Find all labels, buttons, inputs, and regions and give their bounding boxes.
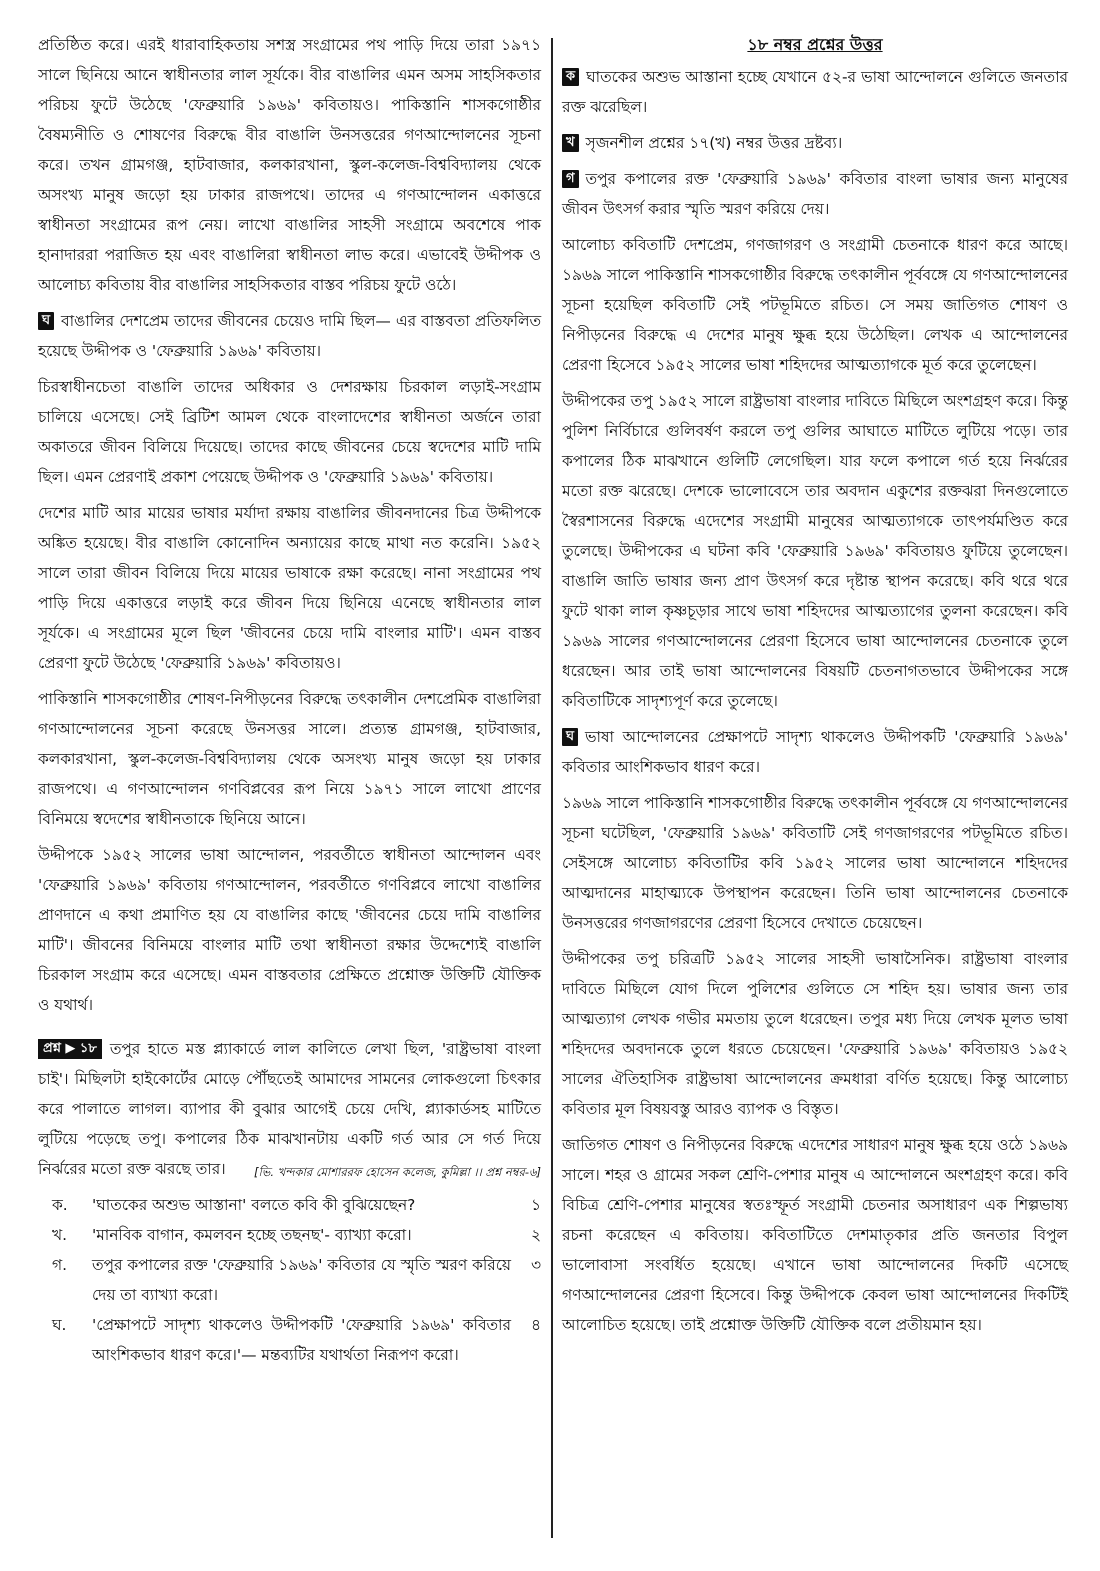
question-stem-text: তপুর হাতে মস্ত প্ল্যাকার্ডে লাল কালিতে লেখা ছিল, 'রাষ্ট্রভাষা বাংলা চাই'। মিছিলটা হাইকোর্টের মোড়ে পৌঁছতেই আমাদের সামনের লোকগুলো চিৎকার করে পালাতে লাগল। ব্যাপার কী বুঝার আগেই চেয়ে দেখি, প্ল্যাকার্ডসহ মাটিতে লুটিয়ে পড়েছে তপু। কপালের ঠিক মাঝখানটায় একটি গর্ত আর সে গর্ত দিয়ে নির্ঝরের মতো রক্ত ঝরছে তার। <box>38 1040 541 1178</box>
column-divider <box>551 38 553 1538</box>
answer-kha <box>562 128 1068 158</box>
sub-question-ka <box>38 1190 541 1220</box>
page <box>38 30 1068 1550</box>
answer-ga-text: তপুর কপালের রক্ত 'ফেব্রুয়ারি ১৯৬৯' কবিতার বাংলা ভাষার জন্য মানুষের জীবন উৎসর্গ করার স্মৃতি স্মরণ করিয়ে দেয়। <box>562 170 1068 218</box>
sub-question-label: গ. <box>52 1256 67 1274</box>
answer-paragraph: পাকিস্তানি শাসকগোষ্ঠীর শোষণ-নিপীড়নের বিরুদ্ধে তৎকালীন দেশপ্রেমিক বাঙালিরা গণআন্দোলনের সূচনা করেছে উনসত্তর সালে। প্রত্যন্ত গ্রামগঞ্জ, হাটবাজার, কলকারখানা, স্কুল-কলেজ-বিশ্ববিদ্যালয় থেকে অসংখ্য মানুষ জড়ো হয় ঢাকার রাজপথে। এ গণআন্দোলন গণবিপ্লবের রূপ নিয়ে ১৯৭১ সালে লাখো প্রাণের বিনিময়ে স্বদেশের স্বাধীনতাকে ছিনিয়ে আনে। <box>38 690 541 828</box>
answer-ka-text: ঘাতকের অশুভ আস্তানা হচ্ছে যেখানে ৫২-র ভাষা আন্দোলনে গুলিতে জনতার রক্ত ঝরেছিল। <box>562 68 1068 116</box>
ka-badge: ক <box>562 68 579 86</box>
answer-gha-text: ভাষা আন্দোলনের প্রেক্ষাপটে সাদৃশ্য থাকলেও উদ্দীপকটি 'ফেব্রুয়ারি ১৯৬৯' কবিতার আংশিকভাব ধারণ করে। <box>562 728 1068 776</box>
sub-question-marks: ৪ <box>531 1316 541 1334</box>
kha-badge: খ <box>562 134 579 152</box>
answer-kha-text: সৃজনশীল প্রশ্নের ১৭(খ) নম্বর উত্তর দ্রষ্টব্য। <box>585 134 843 152</box>
sub-question-text: তপুর কপালের রক্ত 'ফেব্রুয়ারি ১৯৬৯' কবিতার যে স্মৃতি স্মরণ করিয়ে দেয় তা ব্যাখ্যা করো। <box>92 1256 511 1304</box>
answer-gha <box>562 722 1068 782</box>
gha-intro-text: বাঙালির দেশপ্রেম তাদের জীবনের চেয়েও দামি ছিল— এর বাস্তবতা প্রতিফলিত হয়েছে উদ্দীপক ও 'ফেব্রুয়ারি ১৯৬৯' কবিতায়। <box>38 312 541 360</box>
answer-paragraph: উদ্দীপকের তপু চরিত্রটি ১৯৫২ সালের সাহসী ভাষাসৈনিক। রাষ্ট্রভাষা বাংলার দাবিতে মিছিলে যোগ দিলে পুলিশের গুলিতে সে শহিদ হয়। ভাষার জন্য তার আত্মত্যাগ লেখক গভীর মমতায় তুলে ধরেছেন। তপুর মধ্য দিয়ে লেখক মূলত ভাষা শহিদদের অবদানকে তুলে ধরতে চেয়েছেন। 'ফেব্রুয়ারি ১৯৬৯' কবিতায়ও ১৯৫২ সালের ঐতিহাসিক রাষ্ট্রভাষা আন্দোলনের ক্রমধারা বর্ণিত হয়েছে। কিন্তু আলোচ্য কবিতার মূল বিষয়বস্তু আরও ব্যাপক ও বিস্তৃত। <box>562 950 1068 1118</box>
sub-question-label: ঘ. <box>52 1316 67 1334</box>
answer-ka <box>562 62 1068 122</box>
gha-badge: ঘ <box>38 312 54 330</box>
answer-paragraph: উদ্দীপকের তপু ১৯৫২ সালে রাষ্ট্রভাষা বাংলার দাবিতে মিছিলে অংশগ্রহণ করে। কিন্তু পুলিশ নির্বিচারে গুলিবর্ষণ করলে তপু গুলির আঘাতে মাটিতে লুটিয়ে পড়ে। তার কপালের ঠিক মাঝখানে গুলিটি লেগেছিল। যার ফলে কপালে গর্ত হয়ে নির্ঝরের মতো রক্ত ঝরেছে। দেশকে ভালোবেসে তার অবদান একুশের রক্তঝরা দিনগুলোতে স্বৈরশাসনের বিরুদ্ধে এদেশের সংগ্রামী মানুষের আত্মত্যাগকে তাৎপর্যমণ্ডিত করে তুলেছে। উদ্দীপকের এ ঘটনা কবি 'ফেব্রুয়ারি ১৯৬৯' কবিতায়ও ফুটিয়ে তুলেছেন। বাঙালি জাতি ভাষার জন্য প্রাণ উৎসর্গ করে দৃষ্টান্ত স্থাপন করেছে। কবি থরে থরে ফুটে থাকা লাল কৃষ্ণচূড়ার সাথে ভাষা শহিদদের আত্মত্যাগের তুলনা করেছেন। কবি ১৯৬৯ সালের গণআন্দোলনের প্রেরণা হিসেবে ভাষা আন্দোলনের চেতনাকে তুলে ধরেছেন। আর তাই ভাষা আন্দোলনের বিষয়টি চেতনাগতভাবে উদ্দীপকের সঙ্গে কবিতাটিকে সাদৃশ্যপূর্ণ করে তুলেছে। <box>562 392 1068 710</box>
answer-paragraph: উদ্দীপকে ১৯৫২ সালের ভাষা আন্দোলন, পরবর্তীতে স্বাধীনতা আন্দোলন এবং 'ফেব্রুয়ারি ১৯৬৯' কবিতায় গণআন্দোলন, পরবর্তীতে গণবিপ্লবে লাখো বাঙালির প্রাণদানে এ কথা প্রমাণিত হয় যে বাঙালির কাছে 'জীবনের চেয়ে দামি বাঙালির মাটি'। জীবনের বিনিময়ে বাংলার মাটি তথা স্বাধীনতা রক্ষার উদ্দেশ্যেই বাঙালি চিরকাল সংগ্রাম করে এসেছে। এমন বাস্তবতার প্রেক্ষিতে প্রশ্নোক্ত উক্তিটি যৌক্তিক ও যথার্থ। <box>38 846 541 1014</box>
sub-question-marks: ২ <box>530 1226 541 1244</box>
question-source: [ভি. খন্দকার মোশাররফ হোসেন কলেজ, কুমিল্লা ।। প্রশ্ন নম্বর-৬] <box>254 1165 541 1179</box>
answer-ga <box>562 164 1068 224</box>
sub-question-label: ক. <box>52 1196 68 1214</box>
question-stem <box>38 1034 541 1184</box>
sub-question-marks: ৩ <box>530 1256 541 1274</box>
answer-heading: ১৮ নম্বর প্রশ্নের উত্তর <box>747 35 883 54</box>
answer-paragraph: জাতিগত শোষণ ও নিপীড়নের বিরুদ্ধে এদেশের সাধারণ মানুষ ক্ষুব্ধ হয়ে ওঠে ১৯৬৯ সালে। শহর ও গ্রামের সকল শ্রেণি-পেশার মানুষ এ আন্দোলনে অংশগ্রহণ করে। কবি বিচিত্র শ্রেণি-পেশার মানুষের স্বতঃস্ফূর্ত সংগ্রামী চেতনার অসাধারণ এক শিল্পভাষ্য রচনা করেছেন এ কবিতায়। কবিতাটিতে দেশমাতৃকার প্রতি জনতার বিপুল ভালোবাসা সংবর্ধিত হয়েছে। এখানে ভাষা আন্দোলনের দিকটি এসেছে গণআন্দোলনের প্রেরণা হিসেবে। কিন্তু উদ্দীপকে কেবল ভাষা আন্দোলনের দিকটিই আলোচিত হয়েছে। তাই প্রশ্নোক্ত উক্তিটি যৌক্তিক বলে প্রতীয়মান হয়। <box>562 1136 1068 1334</box>
answer-paragraph: চিরস্বাধীনচেতা বাঙালি তাদের অধিকার ও দেশরক্ষায় চিরকাল লড়াই-সংগ্রাম চালিয়ে এসেছে। সেই ব্রিটিশ আমল থেকে বাংলাদেশের স্বাধীনতা অর্জনে তারা অকাতরে জীবন বিলিয়ে দিয়েছে। তাদের কাছে জীবনের চেয়ে স্বদেশের মাটি দামি ছিল। এমন প্রেরণাই প্রকাশ পেয়েছে উদ্দীপক ও 'ফেব্রুয়ারি ১৯৬৯' কবিতায়। <box>38 378 541 486</box>
gha-badge: ঘ <box>562 728 578 746</box>
ga-badge: গ <box>562 170 579 188</box>
answer-gha-intro <box>38 306 541 366</box>
sub-question-label: খ. <box>52 1226 67 1244</box>
answer-paragraph: ১৯৬৯ সালে পাকিস্তানি শাসকগোষ্ঠীর বিরুদ্ধে তৎকালীন পূর্ববঙ্গে যে গণআন্দোলনের সূচনা ঘটেছিল, 'ফেব্রুয়ারি ১৯৬৯' কবিতাটি সেই গণজাগরণের পটভূমিতে রচিত। সেইসঙ্গে আলোচ্য কবিতাটির কবি ১৯৫২ সালের ভাষা আন্দোলনে শহিদদের আত্মদানের মাহাত্ম্যকে উপস্থাপন করেছেন। তিনি ভাষা আন্দোলনের চেতনাকে উনসত্তরের গণজাগরণের প্রেরণা হিসেবে দেখাতে চেয়েছেন। <box>562 794 1068 932</box>
sub-question-text: 'ঘাতকের অশুভ আস্তানা' বলতে কবি কী বুঝিয়েছেন? <box>92 1196 416 1214</box>
question-badge: প্রশ্ন ▶ ১৮ <box>38 1039 102 1059</box>
sub-question-text: 'প্রেক্ষাপটে সাদৃশ্য থাকলেও উদ্দীপকটি 'ফেব্রুয়ারি ১৯৬৯' কবিতার আংশিকভাব ধারণ করে।'— মন্তব্যটির যথার্থতা নিরূপণ করো। <box>92 1316 511 1364</box>
answer-paragraph: দেশের মাটি আর মায়ের ভাষার মর্যাদা রক্ষায় বাঙালির জীবনদানের চিত্র উদ্দীপকে অঙ্কিত হয়েছে। বীর বাঙালি কোনোদিন অন্যায়ের কাছে মাথা নত করেনি। ১৯৫২ সালে তারা জীবন বিলিয়ে দিয়ে মায়ের ভাষাকে রক্ষা করেছে। নানা সংগ্রামের পথ পাড়ি দিয়ে একাত্তরে লড়াই করে জীবন দিয়ে ছিনিয়ে এনেছে স্বাধীনতার লাল সূর্যকে। এ সংগ্রামের মূলে ছিল 'জীবনের চেয়ে দামি বাংলার মাটি'। এমন বাস্তব প্রেরণা ফুটে উঠেছে 'ফেব্রুয়ারি ১৯৬৯' কবিতায়ও। <box>38 504 541 672</box>
left-column <box>38 30 541 1370</box>
sub-question-gha <box>38 1310 541 1370</box>
right-column <box>562 30 1068 1346</box>
sub-question-marks: ১ <box>531 1196 541 1214</box>
answer-paragraph: প্রতিষ্ঠিত করে। এরই ধারাবাহিকতায় সশস্ত্র সংগ্রামের পথ পাড়ি দিয়ে তারা ১৯৭১ সালে ছিনিয়ে আনে স্বাধীনতার লাল সূর্যকে। বীর বাঙালির এমন অসম সাহসিকতার পরিচয় ফুটে উঠেছে 'ফেব্রুয়ারি ১৯৬৯' কবিতায়ও। পাকিস্তানি শাসকগোষ্ঠীর বৈষম্যনীতি ও শোষণের বিরুদ্ধে বীর বাঙালি উনসত্তরের গণআন্দোলনের সূচনা করে। তখন গ্রামগঞ্জ, হাটবাজার, কলকারখানা, স্কুল-কলেজ-বিশ্ববিদ্যালয় থেকে অসংখ্য মানুষ জড়ো হয় ঢাকার রাজপথে। তাদের এ গণআন্দোলন একাত্তরে স্বাধীনতা সংগ্রামের রূপ নেয়। লাখো বাঙালির সাহসী সংগ্রামে অবশেষে পাক হানাদাররা পরাজিত হয় এবং বাঙালিরা স্বাধীনতা লাভ করে। এভাবেই উদ্দীপক ও আলোচ্য কবিতায় বীর বাঙালির সাহসিকতার বাস্তব পরিচয় ফুটে ওঠে। <box>38 36 541 294</box>
sub-question-ga <box>38 1250 541 1310</box>
answer-paragraph: আলোচ্য কবিতাটি দেশপ্রেম, গণজাগরণ ও সংগ্রামী চেতনাকে ধারণ করে আছে। ১৯৬৯ সালে পাকিস্তানি শাসকগোষ্ঠীর বিরুদ্ধে তৎকালীন পূর্ববঙ্গে যে গণআন্দোলনের সূচনা হয়েছিল কবিতাটি সেই পটভূমিতে রচিত। সে সময় জাতিগত শোষণ ও নিপীড়নের বিরুদ্ধে এ দেশের মানুষ ক্ষুব্ধ হয়ে উঠেছিল। লেখক এ আন্দোলনের প্রেরণা হিসেবে ১৯৫২ সালের ভাষা শহিদদের আত্মত্যাগকে মূর্ত করে তুলেছেন। <box>562 236 1068 374</box>
sub-question-kha <box>38 1220 541 1250</box>
sub-question-text: 'মানবিক বাগান, কমলবন হচ্ছে তছনছ'- ব্যাখ্যা করো। <box>92 1226 412 1244</box>
